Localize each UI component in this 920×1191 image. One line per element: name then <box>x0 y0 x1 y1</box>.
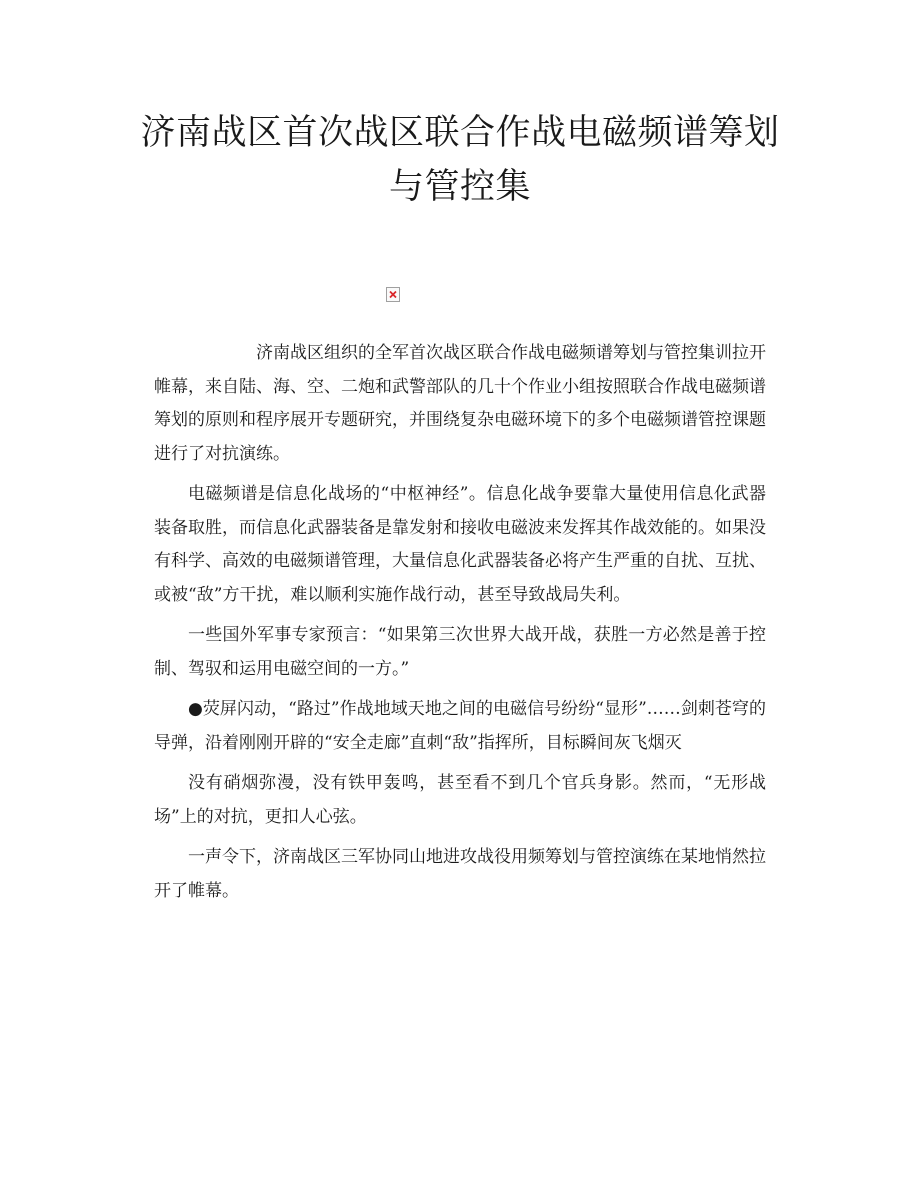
article-body <box>154 337 766 915</box>
paragraph: ●荧屏闪动，“路过”作战地域天地之间的电磁信号纷纷“显形”……剑刺苍穹的导弹，沿着刚刚开辟的“安全走廊”直刺“敌”指挥所，目标瞬间灰飞烟灭 <box>154 699 766 753</box>
paragraph: 一些国外军事专家预言：“如果第三次世界大战开战，获胜一方必然是善于控制、驾驭和运用电磁空间的一方。” <box>154 625 766 679</box>
paragraph: 一声令下，济南战区三军协同山地进攻战役用频筹划与管控演练在某地悄然拉开了帷幕。 <box>154 847 766 901</box>
paragraph: 济南战区组织的全军首次战区联合作战电磁频谱筹划与管控集训拉开帷幕，来自陆、海、空、二炮和武警部队的几十个作业小组按照联合作战电磁频谱筹划的原则和程序展开专题研究，并围绕复杂电磁环境下的多个电磁频谱管控课题进行了对抗演练。 <box>154 343 766 464</box>
document-title: 济南战区首次战区联合作战电磁频谱筹划与管控集 <box>140 113 780 207</box>
paragraph: 没有硝烟弥漫，没有铁甲轰鸣，甚至看不到几个官兵身影。然而，“无形战场”上的对抗，更扣人心弦。 <box>154 773 766 827</box>
broken-image-icon <box>386 287 400 302</box>
paragraph: 电磁频谱是信息化战场的“中枢神经”。信息化战争要靠大量使用信息化武器装备取胜，而信息化武器装备是靠发射和接收电磁波来发挥其作战效能的。如果没有科学、高效的电磁频谱管理，大量信息化武器装备必将产生严重的自扰、互扰、或被“敌”方干扰，难以顺利实施作战行动，甚至导致战局失利。 <box>154 484 766 605</box>
